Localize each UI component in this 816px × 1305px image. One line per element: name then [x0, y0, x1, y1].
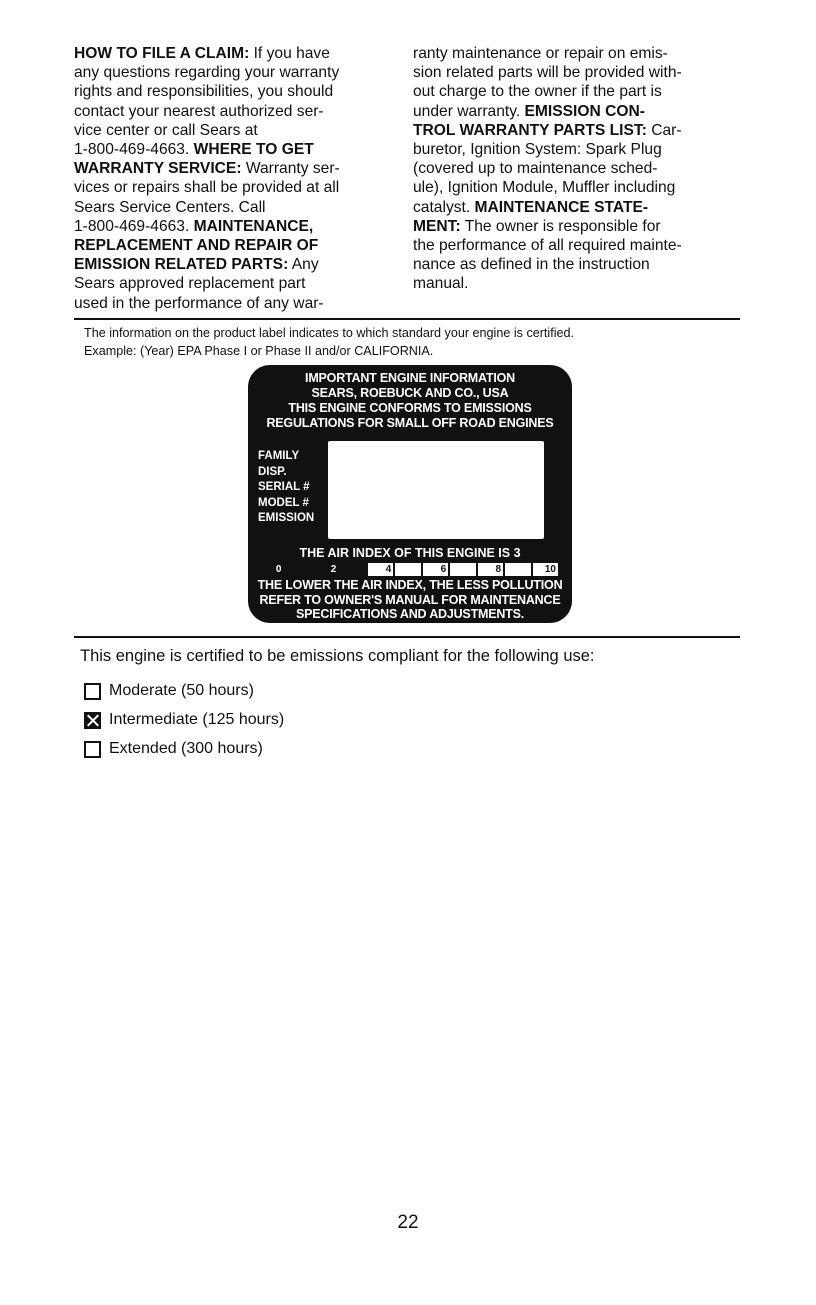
heading-text: WARRANTY SERVICE: [74, 160, 242, 178]
text-line [74, 159, 404, 178]
body-text: contact your nearest authorized ser- [74, 102, 324, 120]
option-label: Moderate (50 hours) [109, 682, 254, 699]
heading-text: MAINTENANCE, [193, 217, 314, 235]
scale-segment [395, 563, 422, 576]
label-info-line-2: Example: (Year) EPA Phase I or Phase II and/or CALIFORNIA. [84, 344, 434, 358]
label-header-line: IMPORTANT ENGINE INFORMATION [305, 371, 515, 385]
option-extended[interactable] [84, 739, 263, 759]
body-text: catalyst. [413, 198, 475, 216]
label-footer-line: SPECIFICATIONS AND ADJUSTMENTS. [295, 607, 525, 621]
text-line [413, 102, 756, 121]
body-text: under warranty. [413, 102, 525, 120]
label-header-line: REGULATIONS FOR SMALL OFF ROAD ENGINES [266, 416, 554, 430]
label-header-line: SEARS, ROEBUCK AND CO., USA [311, 386, 509, 400]
scale-segment: 0 [258, 563, 285, 576]
option-moderate[interactable] [84, 681, 254, 701]
body-text: buretor, Ignition System: Spark Plug [413, 141, 662, 159]
label-footer [248, 578, 572, 622]
text-line [74, 294, 404, 313]
checkbox-intermediate[interactable] [84, 712, 101, 729]
scale-segment [450, 563, 477, 576]
label-blank-area [328, 441, 544, 539]
section-divider-bottom [74, 636, 740, 638]
scale-segment [285, 563, 312, 576]
body-text: any questions regarding your warranty [74, 64, 340, 82]
text-line [74, 217, 404, 236]
heading-text: WHERE TO GET [193, 141, 314, 159]
text-line [413, 236, 756, 255]
scale-segment: 2 [313, 563, 340, 576]
text-line [74, 140, 404, 159]
text-line [74, 255, 404, 274]
option-label: Extended (300 hours) [109, 740, 263, 757]
field-serial: SERIAL # [258, 481, 310, 493]
scale-segment: 6 [423, 563, 450, 576]
label-header [248, 371, 572, 431]
field-family: FAMILY [258, 450, 300, 462]
label-footer-line: THE LOWER THE AIR INDEX, THE LESS POLLUTION [257, 578, 563, 592]
checkbox-moderate[interactable] [84, 683, 101, 700]
text-line [74, 102, 404, 121]
text-line [74, 44, 404, 63]
air-index-title: THE AIR INDEX OF THIS ENGINE IS 3 [299, 546, 521, 560]
field-emission: EMISSION [258, 512, 315, 524]
body-text: rights and responsibilities, you should [74, 83, 334, 101]
body-text: ule), Ignition Module, Muffler including [413, 179, 676, 197]
body-text: manual. [413, 275, 469, 293]
text-line [74, 178, 404, 197]
text-line [413, 198, 756, 217]
label-header-line: THIS ENGINE CONFORMS TO EMISSIONS [288, 401, 532, 415]
text-line [74, 82, 404, 101]
section-divider-top [74, 318, 740, 320]
field-model: MODEL # [258, 496, 309, 509]
body-text: Car- [646, 121, 682, 139]
scale-segment [505, 563, 532, 576]
checkbox-extended[interactable] [84, 741, 101, 758]
text-line [413, 140, 756, 159]
page-number: 22 [397, 1212, 419, 1233]
body-text: vices or repairs shall be provided at all [74, 179, 340, 197]
air-index-scale [258, 563, 560, 576]
text-line [413, 82, 756, 101]
text-line [74, 236, 404, 255]
body-text: Sears Service Centers. Call [74, 198, 266, 216]
heading-text: TROL WARRANTY PARTS LIST: [413, 121, 647, 139]
body-text: Any [288, 256, 319, 274]
heading-text: HOW TO FILE A CLAIM: [74, 45, 250, 62]
heading-text: MAINTENANCE STATE- [474, 198, 649, 216]
text-line [413, 44, 756, 63]
text-line [413, 217, 756, 236]
text-line [74, 274, 404, 293]
engine-information-label [248, 365, 572, 623]
text-line [74, 121, 404, 140]
heading-text: EMISSION RELATED PARTS: [74, 256, 289, 274]
label-fields [258, 449, 314, 527]
heading-text: EMISSION CON- [524, 102, 645, 120]
scale-segment [340, 563, 367, 576]
option-label: Intermediate (125 hours) [109, 711, 285, 728]
scale-segment: 8 [478, 563, 505, 576]
body-text: used in the performance of any war- [74, 294, 324, 312]
body-text: vice center or call Sears at [74, 121, 258, 139]
text-line [413, 255, 756, 274]
body-text: out charge to the owner if the part is [413, 83, 662, 101]
text-line [413, 121, 756, 140]
body-text: 1-800-469-4663. [74, 141, 194, 159]
body-text: the performance of all required mainte- [413, 237, 682, 255]
text-line [413, 178, 756, 197]
label-info-line-1: The information on the product label indicates to which standard your engine is certified. [84, 326, 575, 340]
body-text: (covered up to maintenance sched- [413, 160, 658, 178]
text-line [74, 198, 404, 217]
warranty-right-column [413, 44, 756, 294]
body-text: The owner is responsible for [460, 217, 661, 235]
field-disp: DISP. [258, 465, 287, 478]
text-line [413, 274, 756, 293]
body-text: Warranty ser- [241, 160, 340, 178]
text-line [74, 63, 404, 82]
body-text: sion related parts will be provided with- [413, 64, 682, 82]
body-text: ranty maintenance or repair on emis- [413, 45, 668, 62]
body-text: Sears approved replacement part [74, 275, 306, 293]
heading-text: REPLACEMENT AND REPAIR OF [74, 237, 319, 255]
body-text: nance as defined in the instruction [413, 256, 650, 274]
scale-segment: 10 [533, 563, 560, 576]
scale-segment: 4 [368, 563, 395, 576]
option-intermediate[interactable] [84, 710, 284, 730]
heading-text: MENT: [413, 217, 461, 235]
body-text: 1-800-469-4663. [74, 217, 194, 235]
text-line [413, 63, 756, 82]
text-line [413, 159, 756, 178]
body-text: If you have [249, 45, 330, 62]
certification-statement: This engine is certified to be emissions compliant for the following use: [80, 647, 595, 665]
warranty-left-column [74, 44, 404, 313]
label-footer-line: REFER TO OWNER'S MANUAL FOR MAINTENANCE [259, 592, 561, 607]
